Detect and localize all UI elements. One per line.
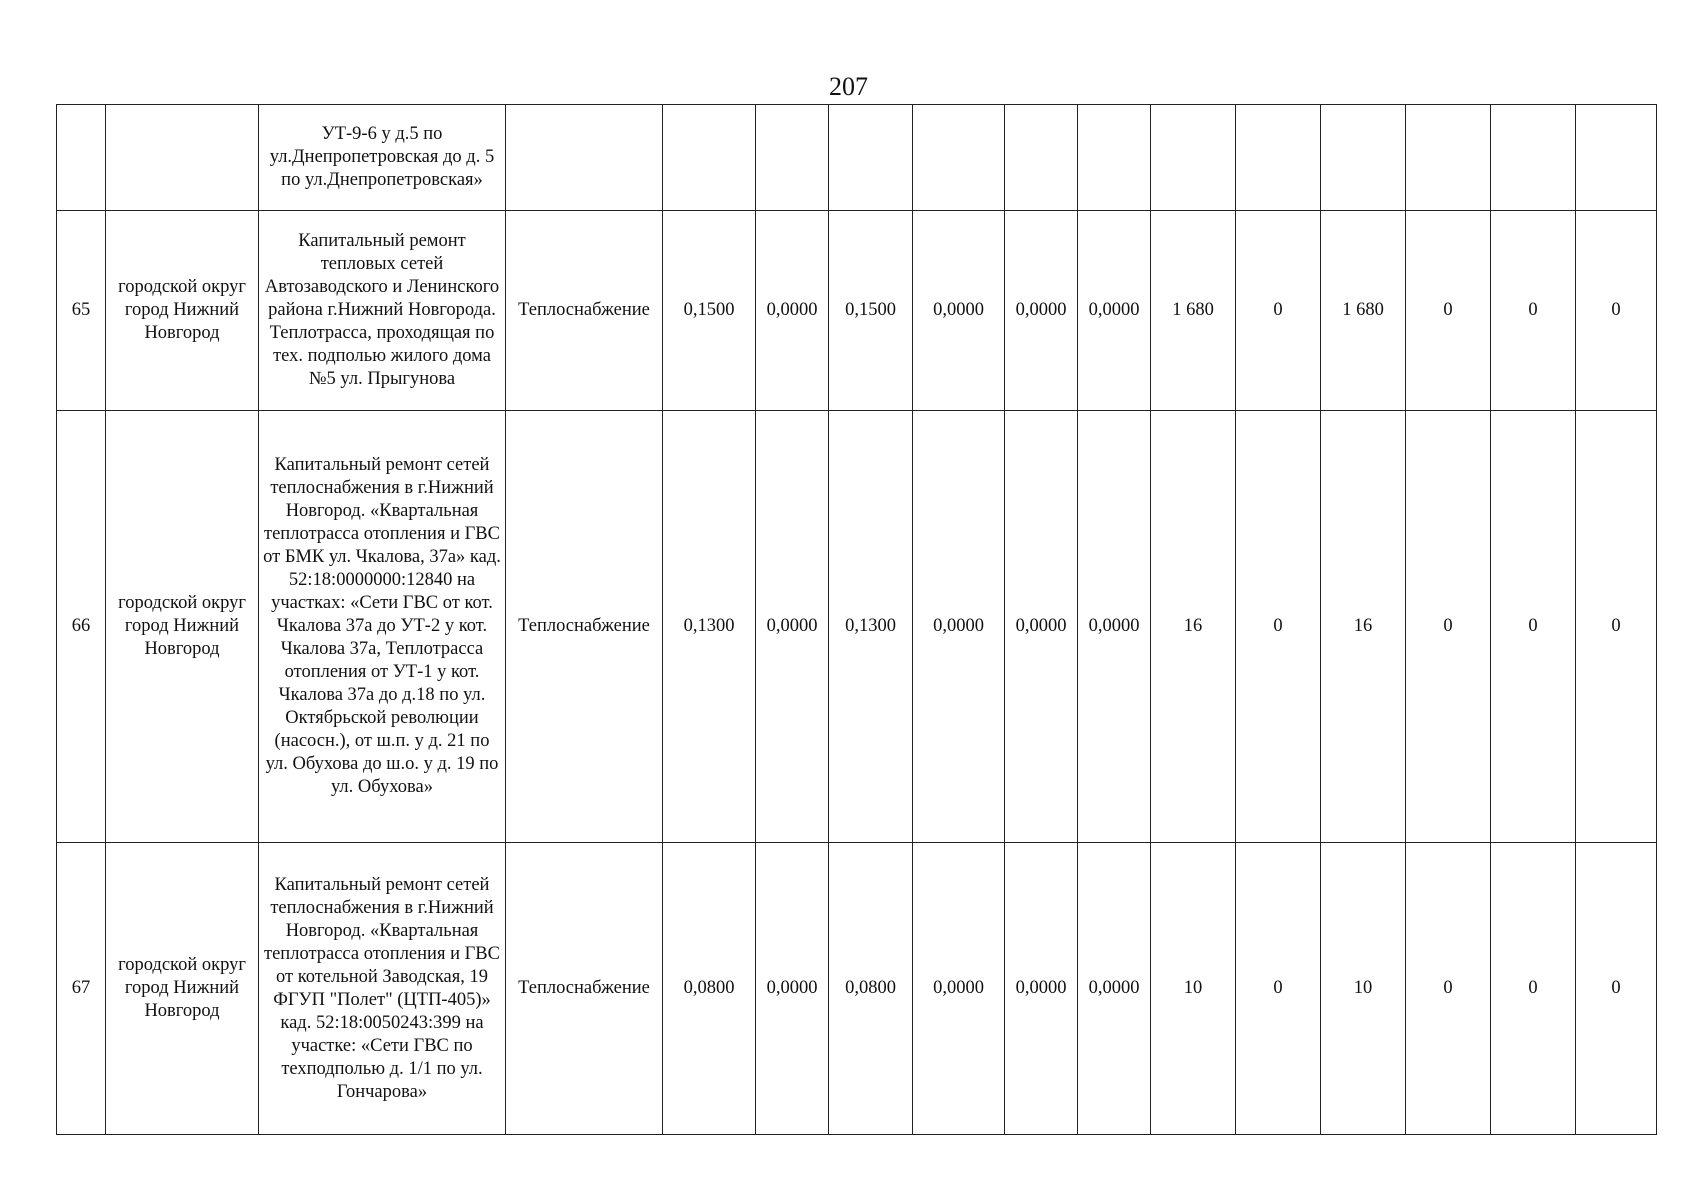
- value-cell: 0,0000: [913, 211, 1005, 411]
- value-cell: 0,0000: [1078, 843, 1151, 1135]
- value-cell: 0: [1576, 211, 1657, 411]
- value-cell: [1576, 105, 1657, 211]
- value-cell: 1 680: [1151, 211, 1236, 411]
- program-table: [56, 104, 1657, 1135]
- value-cell: [1078, 105, 1151, 211]
- value-cell: 0,0000: [1005, 411, 1078, 843]
- value-cell: 0,0800: [663, 843, 756, 1135]
- value-cell: 0,0800: [829, 843, 913, 1135]
- row-number: 66: [57, 411, 106, 843]
- value-cell: 0: [1491, 211, 1576, 411]
- value-cell: 0: [1576, 843, 1657, 1135]
- row-number: 65: [57, 211, 106, 411]
- value-cell: 0,1300: [663, 411, 756, 843]
- value-cell: [829, 105, 913, 211]
- value-cell: 0,0000: [1005, 211, 1078, 411]
- description-cell: УТ-9-6 у д.5 по ул.Днепропетровская до д. 5 по ул.Днепропетровская»: [259, 105, 506, 211]
- value-cell: 0,0000: [913, 843, 1005, 1135]
- municipality-cell: [106, 105, 259, 211]
- value-cell: 0: [1236, 843, 1321, 1135]
- value-cell: [1236, 105, 1321, 211]
- value-cell: 0,0000: [913, 411, 1005, 843]
- value-cell: [1321, 105, 1406, 211]
- table-row: [57, 211, 1657, 411]
- value-cell: 0,1500: [663, 211, 756, 411]
- value-cell: 0: [1236, 411, 1321, 843]
- value-cell: 16: [1321, 411, 1406, 843]
- value-cell: [1005, 105, 1078, 211]
- type-cell: [506, 105, 663, 211]
- value-cell: 0,1500: [829, 211, 913, 411]
- municipality-cell: городской округ город Нижний Новгород: [106, 211, 259, 411]
- row-number: [57, 105, 106, 211]
- value-cell: [1491, 105, 1576, 211]
- value-cell: 0: [1406, 411, 1491, 843]
- row-number: 67: [57, 843, 106, 1135]
- value-cell: 0,1300: [829, 411, 913, 843]
- value-cell: 1 680: [1321, 211, 1406, 411]
- value-cell: 0: [1236, 211, 1321, 411]
- value-cell: 0: [1576, 411, 1657, 843]
- description-cell: Капитальный ремонт тепловых сетей Автозаводского и Ленинского района г.Нижний Новгорода. Теплотрасса, проходящая по тех. подполью жилого дома №5 ул. Прыгунова: [259, 211, 506, 411]
- value-cell: 0,0000: [1078, 211, 1151, 411]
- value-cell: 10: [1151, 843, 1236, 1135]
- municipality-cell: городской округ город Нижний Новгород: [106, 843, 259, 1135]
- value-cell: 0,0000: [756, 843, 829, 1135]
- page-number: 207: [829, 72, 868, 101]
- value-cell: 0: [1406, 843, 1491, 1135]
- municipality-cell: городской округ город Нижний Новгород: [106, 411, 259, 843]
- value-cell: [663, 105, 756, 211]
- table-row: [57, 843, 1657, 1135]
- description-cell: Капитальный ремонт сетей теплоснабжения в г.Нижний Новгород. «Квартальная теплотрасса отопления и ГВС от БМК ул. Чкалова, 37а» кад. 52:18:0000000:12840 на участках: «Сети ГВС от кот. Чкалова 37а до УТ-2 у кот. Чкалова 37а, Теплотрасса отопления от УТ-1 у кот. Чкалова 37а до д.18 по ул. Октябрьской революции (насосн.), от ш.п. у д. 21 по ул. Обухова до ш.о. у д. 19 по ул. Обухова»: [259, 411, 506, 843]
- value-cell: 0,0000: [1078, 411, 1151, 843]
- value-cell: 0,0000: [1005, 843, 1078, 1135]
- value-cell: [1406, 105, 1491, 211]
- value-cell: [756, 105, 829, 211]
- value-cell: 0: [1491, 411, 1576, 843]
- value-cell: 16: [1151, 411, 1236, 843]
- table-row: [57, 411, 1657, 843]
- value-cell: 10: [1321, 843, 1406, 1135]
- type-cell: Теплоснабжение: [506, 843, 663, 1135]
- value-cell: [913, 105, 1005, 211]
- value-cell: 0: [1491, 843, 1576, 1135]
- value-cell: 0,0000: [756, 211, 829, 411]
- description-cell: Капитальный ремонт сетей теплоснабжения в г.Нижний Новгород. «Квартальная теплотрасса отопления и ГВС от котельной Заводская, 19 ФГУП "Полет" (ЦТП-405)» кад. 52:18:0050243:399 на участке: «Сети ГВС по техподполью д. 1/1 по ул. Гончарова»: [259, 843, 506, 1135]
- value-cell: 0: [1406, 211, 1491, 411]
- table-row: [57, 105, 1657, 211]
- value-cell: 0,0000: [756, 411, 829, 843]
- type-cell: Теплоснабжение: [506, 211, 663, 411]
- type-cell: Теплоснабжение: [506, 411, 663, 843]
- value-cell: [1151, 105, 1236, 211]
